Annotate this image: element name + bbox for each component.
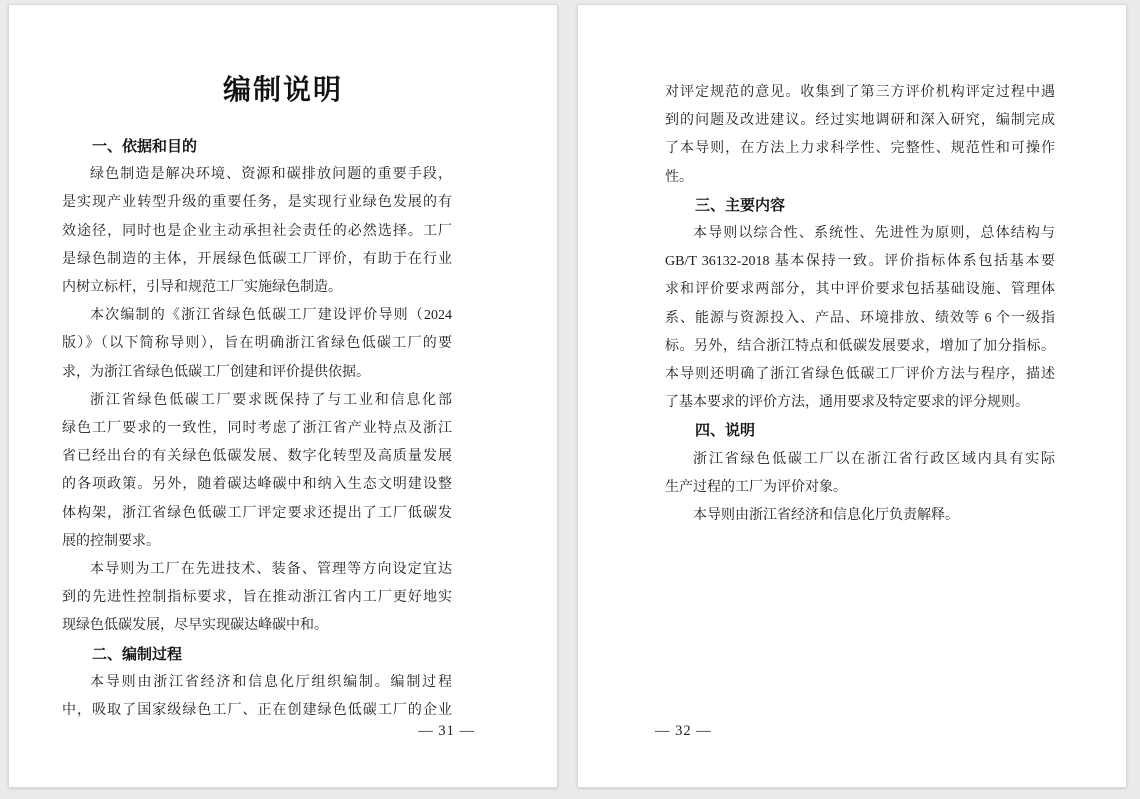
body-text-line: 绿色制造是解决环境、资源和碳排放问题的重要手段， <box>90 167 452 183</box>
body-text-line: 中，吸取了国家级绿色工厂、正在创建绿色低碳工厂的企业 <box>62 703 452 719</box>
body-text-line: 现绿色低碳发展，尽早实现碳达峰碳中和。 <box>62 618 328 634</box>
body-text-line: GB/T 36132-2018 基本保持一致。评价指标体系包括基本要 <box>665 254 1055 270</box>
body-text-line: 省已经出台的有关绿色低碳发展、数字化转型及高质量发展 <box>62 449 452 465</box>
body-text-line: 体构架，浙江省绿色低碳工厂评定要求还提出了工厂低碳发 <box>62 505 452 521</box>
body-text-line: 版）》（以下简称导则），旨在明确浙江省绿色低碳工厂的要 <box>62 336 452 352</box>
body-text-line: 了本导则，在方法上力求科学性、完整性、规范性和可操作 <box>665 141 1055 157</box>
body-text-line: 浙江省绿色低碳工厂要求既保持了与工业和信息化部 <box>90 392 452 408</box>
body-text-line: 到的问题及改进建议。经过实地调研和深入研究，编制完成 <box>665 113 1055 129</box>
document-page-right <box>577 4 1127 788</box>
body-text-line: 生产过程的工厂为评价对象。 <box>665 479 847 495</box>
section-heading: 四、说明 <box>695 422 756 440</box>
page-number: — 31 — <box>418 723 475 739</box>
body-text-line: 求和评价要求两部分，其中评价要求包括基础设施、管理体 <box>665 282 1055 298</box>
body-text-line: 标。另外，结合浙江特点和低碳发展要求，增加了加分指标。 <box>665 338 1055 354</box>
body-text-line: 本导则为工厂在先进技术、装备、管理等方向设定宜达 <box>90 562 452 578</box>
body-text-line: 展的控制要求。 <box>62 533 160 549</box>
body-text-line: 内树立标杆，引导和规范工厂实施绿色制造。 <box>62 280 342 296</box>
body-text-line: 是实现产业转型升级的重要任务，是实现行业绿色发展的有 <box>62 195 452 211</box>
body-text-line: 绿色工厂要求的一致性，同时考虑了浙江省产业特点及浙江 <box>62 421 452 437</box>
body-text-line: 本次编制的《浙江省绿色低碳工厂建设评价导则（2024 <box>90 308 452 324</box>
body-text-line: 本导则还明确了浙江省绿色低碳工厂评价方法与程序，描述 <box>665 367 1055 383</box>
body-text-line: 对评定规范的意见。收集到了第三方评价机构评定过程中遇 <box>665 85 1055 100</box>
section-heading: 一、依据和目的 <box>92 138 198 155</box>
body-text-line: 求，为浙江省绿色低碳工厂创建和评价提供依据。 <box>62 364 370 380</box>
body-text-line: 到的先进性控制指标要求，旨在推动浙江省内工厂更好地实 <box>62 590 452 606</box>
page-content <box>578 5 1126 530</box>
document-title: 编制说明 <box>222 74 343 105</box>
body-text-line: 性。 <box>665 169 693 185</box>
section-heading: 三、主要内容 <box>695 196 786 214</box>
body-text-line: 的各项政策。另外，随着碳达峰碳中和纳入生态文明建设整 <box>62 477 452 493</box>
body-text-line: 系、能源与资源投入、产品、环境排放、绩效等 6 个一级指 <box>665 310 1055 326</box>
document-page-left <box>8 4 558 788</box>
section-heading: 二、编制过程 <box>92 645 183 663</box>
body-text-line: 本导则由浙江省经济和信息化厅组织编制。编制过程 <box>90 674 452 690</box>
body-text-line: 了基本要求的评价方法，通用要求及特定要求的评分规则。 <box>665 395 1029 411</box>
page-number: — 32 — <box>655 723 712 739</box>
body-text-line: 是绿色制造的主体，开展绿色低碳工厂评价，有助于在行业 <box>62 251 452 267</box>
body-text-line: 本导则由浙江省经济和信息化厅负责解释。 <box>693 508 959 524</box>
page-content <box>9 133 557 725</box>
body-text-line: 效途径，同时也是企业主动承担社会责任的必然选择。工厂 <box>62 223 452 239</box>
body-text-line: 浙江省绿色低碳工厂以在浙江省行政区域内具有实际 <box>693 451 1055 467</box>
body-text-line: 本导则以综合性、系统性、先进性为原则，总体结构与 <box>693 226 1055 242</box>
